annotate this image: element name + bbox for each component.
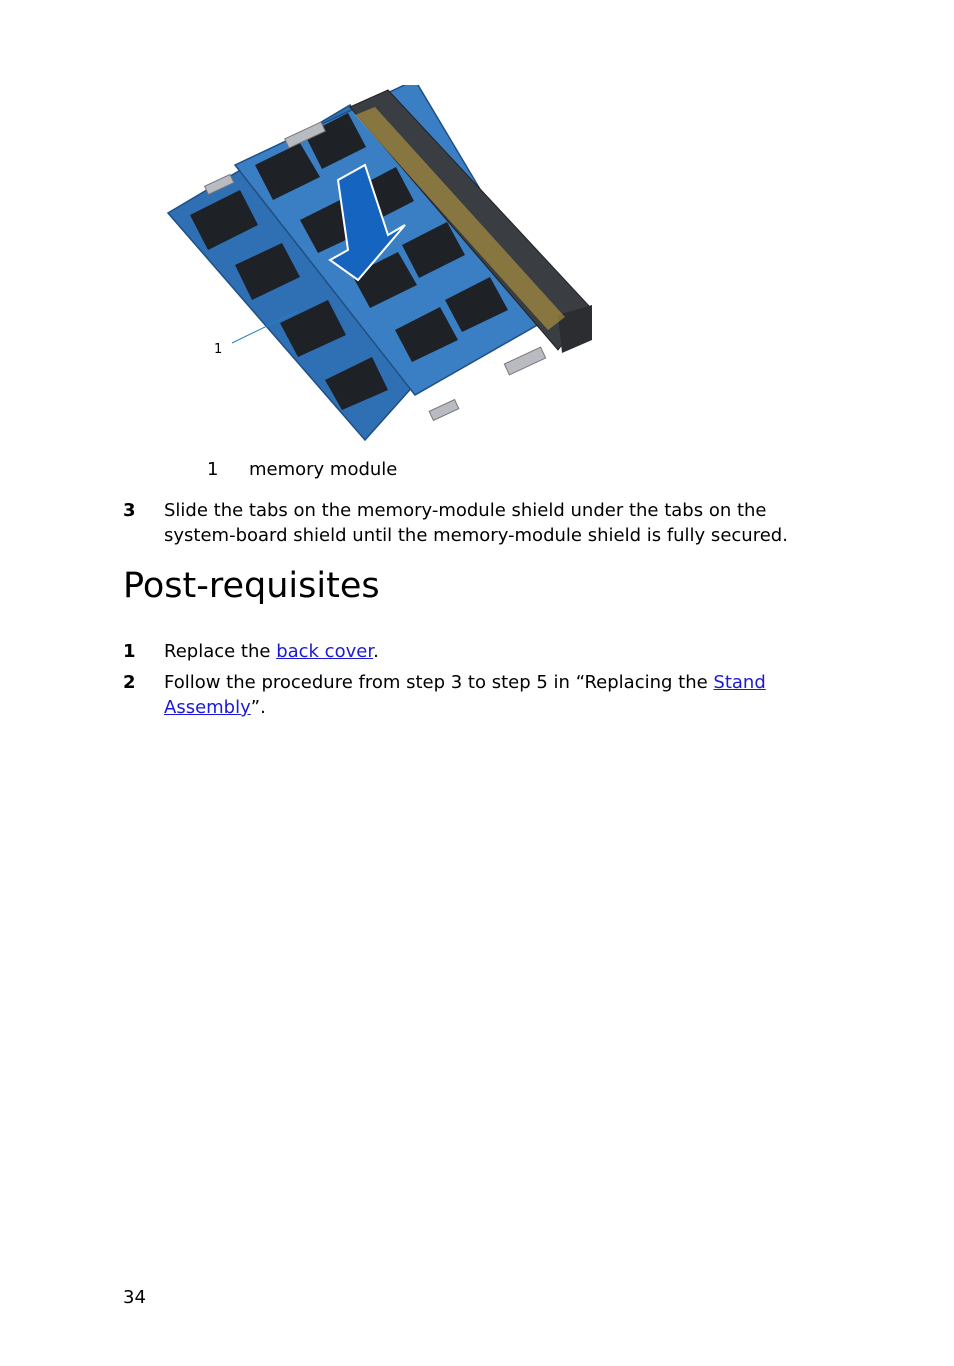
step-text-after: . [373, 641, 379, 662]
step-3 [123, 498, 823, 548]
memory-module-illustration [160, 85, 600, 445]
legend-label: memory module [249, 459, 398, 480]
post-step-1 [123, 639, 823, 664]
step-text-after: ”. [250, 697, 266, 718]
step-text [164, 670, 803, 720]
back-cover-link[interactable]: back cover [276, 641, 374, 662]
section-heading: Post-requisites [123, 566, 380, 606]
post-step-2 [123, 670, 803, 720]
step-number: 1 [123, 641, 136, 662]
step-number: 3 [123, 500, 136, 521]
stand-assembly-link[interactable]: Stand Assembly [164, 672, 766, 718]
callout-number: 1 [214, 342, 223, 357]
step-text [164, 639, 823, 664]
step-number: 2 [123, 672, 136, 693]
step-text: Slide the tabs on the memory-module shield under the tabs on the system-board shield until the memory-module shield is fully secured. [164, 500, 788, 546]
step-text-before: Follow the procedure from step 3 to step 5 in “Replacing the [164, 672, 714, 693]
page-number: 34 [123, 1287, 146, 1308]
legend-number: 1 [207, 459, 219, 480]
step-text-before: Replace the [164, 641, 277, 662]
